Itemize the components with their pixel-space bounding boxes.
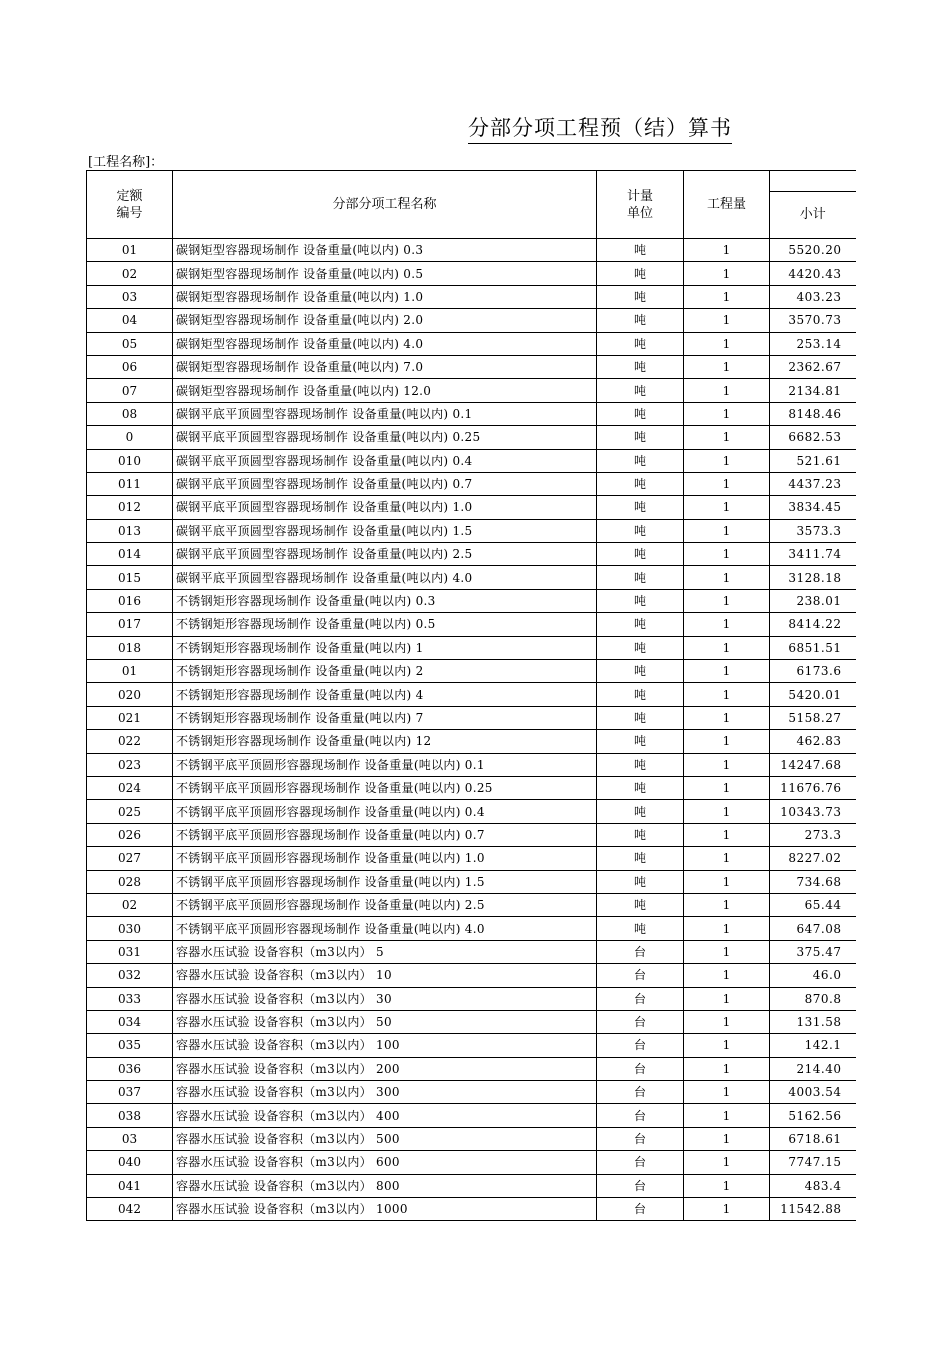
row-qty: 1: [684, 1104, 770, 1127]
row-qty: 1: [684, 893, 770, 916]
row-name: 容器水压试验 设备容积（m3以内） 5: [173, 940, 597, 963]
header-code: [87, 171, 173, 239]
row-unit: 吨: [597, 426, 684, 449]
row-code: 06: [87, 355, 173, 378]
row-code: 08: [87, 402, 173, 425]
row-name: 容器水压试验 设备容积（m3以内） 800: [173, 1174, 597, 1197]
row-unit: 吨: [597, 613, 684, 636]
row-code: 035: [87, 1034, 173, 1057]
row-qty: 1: [684, 1174, 770, 1197]
row-subtotal: 5158.27: [770, 706, 856, 729]
header-name: 分部分项工程名称: [173, 171, 597, 239]
table-row: [87, 1151, 856, 1174]
row-code: 01: [87, 660, 173, 683]
row-subtotal: 8414.22: [770, 613, 856, 636]
row-qty: 1: [684, 426, 770, 449]
row-code: 025: [87, 800, 173, 823]
row-code: 040: [87, 1151, 173, 1174]
table-row: [87, 1198, 856, 1221]
row-code: 02: [87, 893, 173, 916]
row-unit: 吨: [597, 309, 684, 332]
table-row: [87, 893, 856, 916]
row-name: 不锈钢平底平顶圆形容器现场制作 设备重量(吨以内) 2.5: [173, 893, 597, 916]
row-subtotal: 6718.61: [770, 1127, 856, 1150]
row-name: 碳钢平底平顶圆型容器现场制作 设备重量(吨以内) 1.5: [173, 519, 597, 542]
row-unit: 吨: [597, 379, 684, 402]
row-unit: 台: [597, 1034, 684, 1057]
table-row: [87, 402, 856, 425]
table-row: [87, 589, 856, 612]
row-code: 03: [87, 285, 173, 308]
row-qty: 1: [684, 589, 770, 612]
row-subtotal: 11542.88: [770, 1198, 856, 1221]
row-qty: 1: [684, 753, 770, 776]
row-qty: 1: [684, 823, 770, 846]
row-subtotal: 65.44: [770, 893, 856, 916]
row-code: 010: [87, 449, 173, 472]
table-row: [87, 496, 856, 519]
row-subtotal: 2362.67: [770, 355, 856, 378]
row-name: 碳钢平底平顶圆型容器现场制作 设备重量(吨以内) 4.0: [173, 566, 597, 589]
row-code: 030: [87, 917, 173, 940]
row-name: 碳钢矩型容器现场制作 设备重量(吨以内) 12.0: [173, 379, 597, 402]
table-row: [87, 660, 856, 683]
row-code: 012: [87, 496, 173, 519]
header-code-line2: 编号: [116, 205, 143, 221]
table-row: [87, 1127, 856, 1150]
row-code: 03: [87, 1127, 173, 1150]
row-code: 028: [87, 870, 173, 893]
row-code: 017: [87, 613, 173, 636]
row-code: 036: [87, 1057, 173, 1080]
row-subtotal: 2134.81: [770, 379, 856, 402]
row-code: 032: [87, 964, 173, 987]
row-qty: 1: [684, 917, 770, 940]
row-unit: 台: [597, 940, 684, 963]
row-qty: 1: [684, 543, 770, 566]
table-row: [87, 800, 856, 823]
row-name: 碳钢平底平顶圆型容器现场制作 设备重量(吨以内) 0.4: [173, 449, 597, 472]
table-row: [87, 1174, 856, 1197]
row-code: 026: [87, 823, 173, 846]
row-qty: 1: [684, 1034, 770, 1057]
row-qty: 1: [684, 1081, 770, 1104]
row-qty: 1: [684, 239, 770, 262]
row-qty: 1: [684, 706, 770, 729]
row-subtotal: 253.14: [770, 332, 856, 355]
header-unit-line2: 单位: [626, 205, 653, 221]
project-name-label: [工程名称]：: [88, 155, 164, 170]
row-name: 碳钢平底平顶圆型容器现场制作 设备重量(吨以内) 2.5: [173, 543, 597, 566]
row-name: 不锈钢矩形容器现场制作 设备重量(吨以内) 0.5: [173, 613, 597, 636]
row-unit: 吨: [597, 355, 684, 378]
row-code: 037: [87, 1081, 173, 1104]
row-code: 01: [87, 239, 173, 262]
row-unit: 台: [597, 1127, 684, 1150]
row-code: 031: [87, 940, 173, 963]
row-name: 碳钢矩型容器现场制作 设备重量(吨以内) 4.0: [173, 332, 597, 355]
row-subtotal: 375.47: [770, 940, 856, 963]
table-row: [87, 1034, 856, 1057]
row-subtotal: 3128.18: [770, 566, 856, 589]
row-name: 不锈钢平底平顶圆形容器现场制作 设备重量(吨以内) 1.5: [173, 870, 597, 893]
table-row: [87, 613, 856, 636]
row-qty: 1: [684, 309, 770, 332]
row-unit: 吨: [597, 823, 684, 846]
row-subtotal: 8148.46: [770, 402, 856, 425]
table-row: [87, 636, 856, 659]
row-qty: 1: [684, 496, 770, 519]
row-code: 0: [87, 426, 173, 449]
table-row: [87, 706, 856, 729]
row-unit: 台: [597, 1057, 684, 1080]
row-unit: 吨: [597, 893, 684, 916]
row-code: 027: [87, 847, 173, 870]
row-name: 容器水压试验 设备容积（m3以内） 200: [173, 1057, 597, 1080]
row-name: 容器水压试验 设备容积（m3以内） 600: [173, 1151, 597, 1174]
row-qty: 1: [684, 1198, 770, 1221]
table-row: [87, 847, 856, 870]
row-qty: 1: [684, 332, 770, 355]
row-name: 碳钢平底平顶圆型容器现场制作 设备重量(吨以内) 1.0: [173, 496, 597, 519]
header-unit: [597, 171, 684, 239]
header-unit-line1: 计量: [626, 188, 653, 204]
row-code: 034: [87, 1010, 173, 1033]
page-title: 分部分项工程预（结）算书: [468, 114, 732, 144]
row-subtotal: 5162.56: [770, 1104, 856, 1127]
row-qty: 1: [684, 870, 770, 893]
row-unit: 吨: [597, 496, 684, 519]
row-qty: 1: [684, 402, 770, 425]
table-row: [87, 566, 856, 589]
row-subtotal: 462.83: [770, 730, 856, 753]
table-row: [87, 964, 856, 987]
row-qty: 1: [684, 636, 770, 659]
row-unit: 吨: [597, 660, 684, 683]
row-unit: 台: [597, 1104, 684, 1127]
row-code: 018: [87, 636, 173, 659]
row-qty: 1: [684, 1151, 770, 1174]
row-unit: 吨: [597, 519, 684, 542]
table-row: [87, 379, 856, 402]
table-row: [87, 940, 856, 963]
row-code: 04: [87, 309, 173, 332]
row-subtotal: 14247.68: [770, 753, 856, 776]
row-name: 容器水压试验 设备容积（m3以内） 1000: [173, 1198, 597, 1221]
row-code: 016: [87, 589, 173, 612]
row-subtotal: 403.23: [770, 285, 856, 308]
row-name: 容器水压试验 设备容积（m3以内） 500: [173, 1127, 597, 1150]
row-qty: 1: [684, 800, 770, 823]
row-unit: 吨: [597, 776, 684, 799]
row-qty: 1: [684, 730, 770, 753]
row-qty: 1: [684, 776, 770, 799]
row-subtotal: 521.61: [770, 449, 856, 472]
row-subtotal: 5420.01: [770, 683, 856, 706]
table-row: [87, 262, 856, 285]
row-name: 不锈钢矩形容器现场制作 设备重量(吨以内) 4: [173, 683, 597, 706]
row-subtotal: 6173.6: [770, 660, 856, 683]
row-name: 碳钢平底平顶圆型容器现场制作 设备重量(吨以内) 0.1: [173, 402, 597, 425]
table-row: [87, 683, 856, 706]
row-name: 不锈钢平底平顶圆形容器现场制作 设备重量(吨以内) 1.0: [173, 847, 597, 870]
row-qty: 1: [684, 285, 770, 308]
row-unit: 吨: [597, 683, 684, 706]
row-name: 不锈钢矩形容器现场制作 设备重量(吨以内) 1: [173, 636, 597, 659]
row-subtotal: 3570.73: [770, 309, 856, 332]
row-qty: 1: [684, 940, 770, 963]
row-code: 015: [87, 566, 173, 589]
table-row: [87, 987, 856, 1010]
row-subtotal: 3411.74: [770, 543, 856, 566]
table-row: [87, 426, 856, 449]
row-name: 碳钢矩型容器现场制作 设备重量(吨以内) 1.0: [173, 285, 597, 308]
row-unit: 吨: [597, 472, 684, 495]
row-code: 05: [87, 332, 173, 355]
table-row: [87, 449, 856, 472]
table-row: [87, 355, 856, 378]
row-unit: 吨: [597, 239, 684, 262]
row-subtotal: 6682.53: [770, 426, 856, 449]
row-name: 容器水压试验 设备容积（m3以内） 100: [173, 1034, 597, 1057]
row-unit: 吨: [597, 285, 684, 308]
header-qty: 工程量: [684, 171, 770, 239]
row-qty: 1: [684, 449, 770, 472]
row-subtotal: 131.58: [770, 1010, 856, 1033]
row-unit: 台: [597, 987, 684, 1010]
row-subtotal: 3573.3: [770, 519, 856, 542]
row-subtotal: 6851.51: [770, 636, 856, 659]
row-code: 033: [87, 987, 173, 1010]
row-code: 022: [87, 730, 173, 753]
row-unit: 吨: [597, 800, 684, 823]
row-name: 容器水压试验 设备容积（m3以内） 30: [173, 987, 597, 1010]
row-unit: 吨: [597, 917, 684, 940]
table-row: [87, 543, 856, 566]
row-name: 不锈钢平底平顶圆形容器现场制作 设备重量(吨以内) 4.0: [173, 917, 597, 940]
row-subtotal: 4420.43: [770, 262, 856, 285]
row-qty: 1: [684, 1127, 770, 1150]
row-code: 013: [87, 519, 173, 542]
table-body: [87, 239, 856, 1221]
row-subtotal: 8227.02: [770, 847, 856, 870]
row-code: 038: [87, 1104, 173, 1127]
row-name: 不锈钢矩形容器现场制作 设备重量(吨以内) 7: [173, 706, 597, 729]
table-row: [87, 753, 856, 776]
row-unit: 台: [597, 1010, 684, 1033]
row-unit: 台: [597, 1081, 684, 1104]
row-subtotal: 5520.20: [770, 239, 856, 262]
row-unit: 吨: [597, 870, 684, 893]
row-code: 024: [87, 776, 173, 799]
table-row: [87, 776, 856, 799]
row-qty: 1: [684, 472, 770, 495]
row-code: 014: [87, 543, 173, 566]
row-qty: 1: [684, 355, 770, 378]
row-name: 不锈钢平底平顶圆形容器现场制作 设备重量(吨以内) 0.25: [173, 776, 597, 799]
row-name: 碳钢矩型容器现场制作 设备重量(吨以内) 0.3: [173, 239, 597, 262]
row-name: 不锈钢矩形容器现场制作 设备重量(吨以内) 12: [173, 730, 597, 753]
row-code: 020: [87, 683, 173, 706]
row-name: 容器水压试验 设备容积（m3以内） 300: [173, 1081, 597, 1104]
row-name: 碳钢矩型容器现场制作 设备重量(吨以内) 2.0: [173, 309, 597, 332]
row-qty: 1: [684, 964, 770, 987]
row-qty: 1: [684, 987, 770, 1010]
row-name: 容器水压试验 设备容积（m3以内） 10: [173, 964, 597, 987]
row-name: 容器水压试验 设备容积（m3以内） 400: [173, 1104, 597, 1127]
row-subtotal: 238.01: [770, 589, 856, 612]
row-subtotal: 4437.23: [770, 472, 856, 495]
row-subtotal: 3834.45: [770, 496, 856, 519]
row-code: 02: [87, 262, 173, 285]
row-code: 023: [87, 753, 173, 776]
row-unit: 台: [597, 1174, 684, 1197]
table-row: [87, 1057, 856, 1080]
row-name: 不锈钢平底平顶圆形容器现场制作 设备重量(吨以内) 0.1: [173, 753, 597, 776]
row-subtotal: 273.3: [770, 823, 856, 846]
table-row: [87, 285, 856, 308]
row-name: 碳钢矩型容器现场制作 设备重量(吨以内) 0.5: [173, 262, 597, 285]
row-unit: 吨: [597, 543, 684, 566]
row-unit: 吨: [597, 730, 684, 753]
row-unit: 吨: [597, 332, 684, 355]
row-name: 不锈钢矩形容器现场制作 设备重量(吨以内) 0.3: [173, 589, 597, 612]
row-qty: 1: [684, 847, 770, 870]
header-code-line1: 定额: [116, 188, 143, 204]
row-code: 041: [87, 1174, 173, 1197]
row-code: 07: [87, 379, 173, 402]
row-qty: 1: [684, 1057, 770, 1080]
table-row: [87, 332, 856, 355]
table-row: [87, 309, 856, 332]
header-subtotal: 小计: [770, 192, 856, 239]
row-unit: 吨: [597, 402, 684, 425]
row-code: 042: [87, 1198, 173, 1221]
row-subtotal: 4003.54: [770, 1081, 856, 1104]
row-subtotal: 46.0: [770, 964, 856, 987]
row-name: 碳钢矩型容器现场制作 设备重量(吨以内) 7.0: [173, 355, 597, 378]
header-blank: [770, 171, 856, 192]
row-qty: 1: [684, 660, 770, 683]
row-name: 不锈钢矩形容器现场制作 设备重量(吨以内) 2: [173, 660, 597, 683]
table-row: [87, 1081, 856, 1104]
row-subtotal: 7747.15: [770, 1151, 856, 1174]
table-row: [87, 917, 856, 940]
row-subtotal: 647.08: [770, 917, 856, 940]
row-name: 碳钢平底平顶圆型容器现场制作 设备重量(吨以内) 0.7: [173, 472, 597, 495]
row-qty: 1: [684, 1010, 770, 1033]
row-subtotal: 214.40: [770, 1057, 856, 1080]
row-name: 不锈钢平底平顶圆形容器现场制作 设备重量(吨以内) 0.4: [173, 800, 597, 823]
row-qty: 1: [684, 262, 770, 285]
estimate-table: [86, 170, 856, 1221]
row-subtotal: 142.1: [770, 1034, 856, 1057]
row-name: 碳钢平底平顶圆型容器现场制作 设备重量(吨以内) 0.25: [173, 426, 597, 449]
row-unit: 吨: [597, 566, 684, 589]
table-row: [87, 519, 856, 542]
row-unit: 吨: [597, 262, 684, 285]
row-qty: 1: [684, 566, 770, 589]
row-code: 021: [87, 706, 173, 729]
row-unit: 台: [597, 964, 684, 987]
row-qty: 1: [684, 519, 770, 542]
table-row: [87, 730, 856, 753]
table-row: [87, 870, 856, 893]
table-row: [87, 472, 856, 495]
row-subtotal: 11676.76: [770, 776, 856, 799]
table-row: [87, 823, 856, 846]
row-subtotal: 483.4: [770, 1174, 856, 1197]
row-subtotal: 870.8: [770, 987, 856, 1010]
row-code: 011: [87, 472, 173, 495]
row-subtotal: 10343.73: [770, 800, 856, 823]
row-unit: 吨: [597, 753, 684, 776]
row-unit: 吨: [597, 847, 684, 870]
row-unit: 吨: [597, 589, 684, 612]
row-qty: 1: [684, 683, 770, 706]
table-row: [87, 239, 856, 262]
row-unit: 吨: [597, 636, 684, 659]
row-qty: 1: [684, 379, 770, 402]
row-subtotal: 734.68: [770, 870, 856, 893]
table-row: [87, 1010, 856, 1033]
row-unit: 吨: [597, 449, 684, 472]
row-name: 容器水压试验 设备容积（m3以内） 50: [173, 1010, 597, 1033]
row-qty: 1: [684, 613, 770, 636]
row-unit: 吨: [597, 706, 684, 729]
row-unit: 台: [597, 1151, 684, 1174]
table-row: [87, 1104, 856, 1127]
row-unit: 台: [597, 1198, 684, 1221]
row-name: 不锈钢平底平顶圆形容器现场制作 设备重量(吨以内) 0.7: [173, 823, 597, 846]
